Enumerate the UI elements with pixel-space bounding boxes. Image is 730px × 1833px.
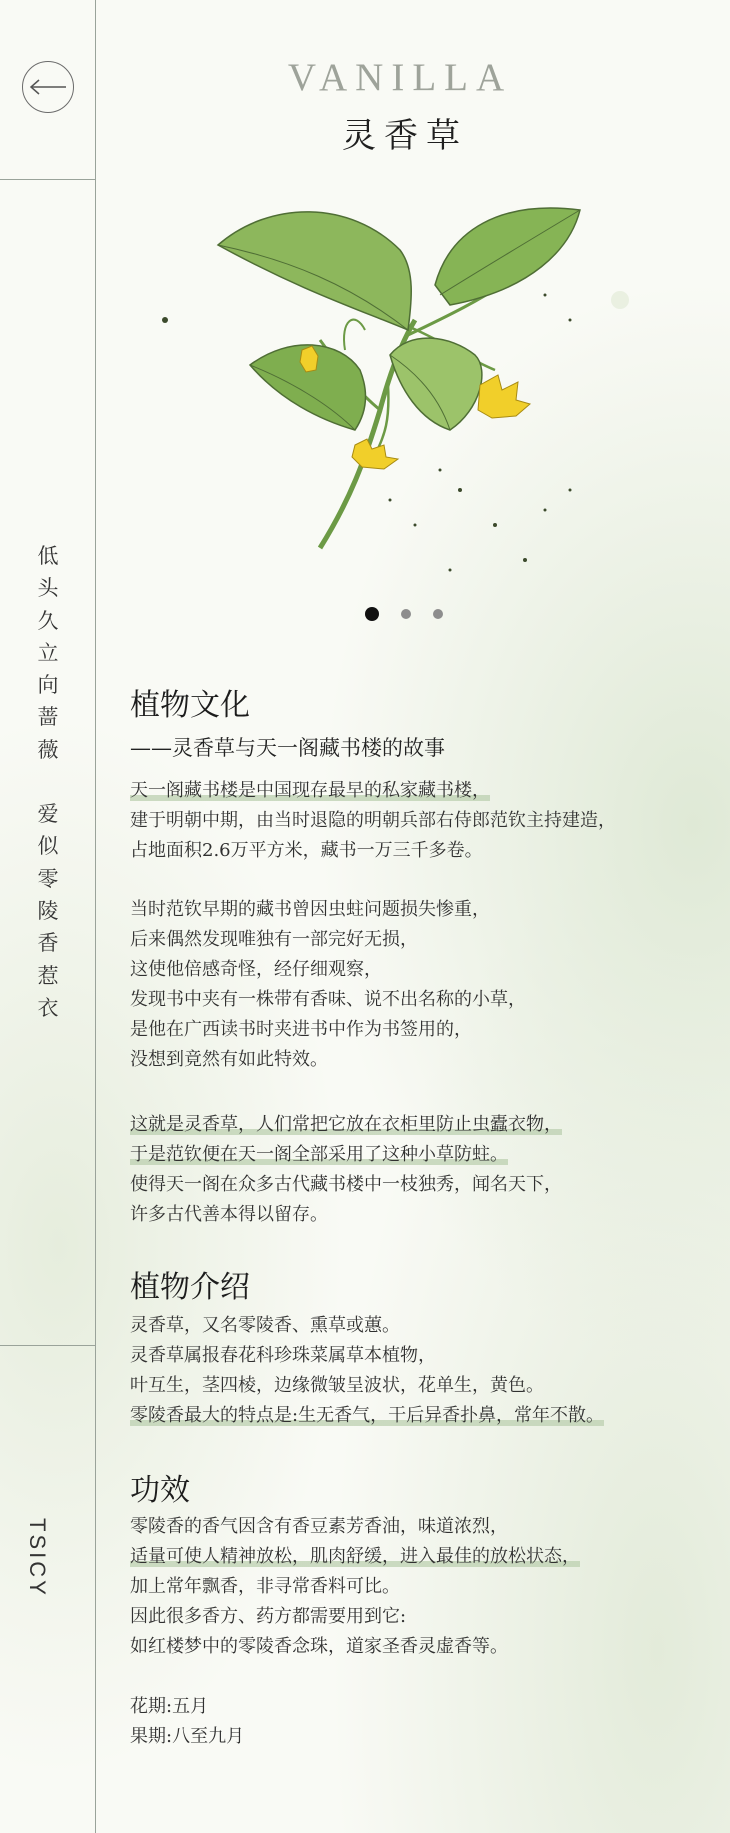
sidebar-divider-top <box>0 179 95 180</box>
section-title-culture: 植物文化 <box>130 688 250 723</box>
section-title-effect: 功效 <box>130 1473 190 1508</box>
carousel-indicator <box>365 607 443 621</box>
periods <box>130 1692 244 1752</box>
culture-paragraph-3 <box>130 1110 562 1230</box>
text-line: 零陵香最大的特点是:生无香气，干后异香扑鼻，常年不散。 <box>130 1405 605 1426</box>
text-line: 加上常年飘香，非寻常香料可比。 <box>130 1576 400 1597</box>
poem-char: 零 <box>37 866 59 891</box>
vertical-poem <box>34 540 62 1024</box>
text-line: 因此很多香方、药方都需要用到它: <box>130 1606 407 1627</box>
text-line: 后来偶然发现唯独有一部完好无损， <box>130 929 418 950</box>
arrow-left-icon <box>28 77 68 97</box>
text-line: 是他在广西读书时夹进书中作为书签用的， <box>130 1019 472 1040</box>
text-line: 零陵香的香气因含有香豆素芳香油，味道浓烈， <box>130 1516 508 1537</box>
text-line: 灵香草，又名零陵香、熏草或蕙。 <box>130 1315 400 1336</box>
poem-char: 衣 <box>37 995 59 1020</box>
culture-paragraph-2 <box>130 895 526 1075</box>
text-line: 许多古代善本得以留存。 <box>130 1204 328 1225</box>
text-line: 当时范钦早期的藏书曾因虫蛀问题损失惨重， <box>130 899 490 920</box>
text-line: 这就是灵香草，人们常把它放在衣柜里防止虫蠹衣物， <box>130 1114 562 1135</box>
fruit-period: 果期:八至九月 <box>130 1726 245 1747</box>
poem-char: 爱 <box>37 802 59 827</box>
carousel-dot[interactable] <box>433 609 443 619</box>
poem-char: 头 <box>37 576 59 601</box>
text-line: 于是范钦便在天一阁全部采用了这种小草防蛀。 <box>130 1144 508 1165</box>
text-line: 适量可使人精神放松，肌肉舒缓，进入最佳的放松状态， <box>130 1546 580 1567</box>
page-title-chinese: 灵香草 <box>342 116 468 156</box>
page-title-english: VANILLA <box>287 56 513 99</box>
carousel-dot[interactable] <box>365 607 379 621</box>
text-line: 发现书中夹有一株带有香味、说不出名称的小草， <box>130 989 526 1010</box>
text-line: 如红楼梦中的零陵香念珠，道家圣香灵虚香等。 <box>130 1636 508 1657</box>
back-button[interactable] <box>22 61 74 113</box>
poem-char: 香 <box>37 931 59 956</box>
brand-logo-text: TSICY <box>25 1518 50 1598</box>
carousel-dot[interactable] <box>401 609 411 619</box>
poem-char: 立 <box>37 640 59 665</box>
section-title-intro: 植物介绍 <box>130 1270 250 1305</box>
sidebar-divider-bottom <box>0 1345 95 1346</box>
poem-char: 似 <box>37 834 59 859</box>
section-subtitle-culture: ——灵香草与天一阁藏书楼的故事 <box>130 736 445 760</box>
text-line: 这使他倍感奇怪，经仔细观察， <box>130 959 382 980</box>
text-line: 建于明朝中期，由当时退隐的明朝兵部右侍郎范钦主持建造， <box>130 810 616 831</box>
sidebar <box>0 0 96 1833</box>
intro-paragraph <box>130 1311 604 1431</box>
poem-char: 向 <box>37 673 59 698</box>
flower-period: 花期:五月 <box>130 1696 209 1717</box>
poem-char: 陵 <box>37 898 59 923</box>
culture-paragraph-1 <box>130 776 616 866</box>
text-line: 叶互生，茎四棱，边缘微皱呈波状，花单生，黄色。 <box>130 1375 544 1396</box>
text-line: 灵香草属报春花科珍珠菜属草本植物， <box>130 1345 436 1366</box>
poem-char: 低 <box>37 544 59 568</box>
text-line: 天一阁藏书楼是中国现存最早的私家藏书楼， <box>130 780 490 801</box>
poem-char: 薇 <box>37 737 59 762</box>
poem-char: 蔷 <box>37 705 59 730</box>
text-line: 占地面积2.6万平方米，藏书一万三千多卷。 <box>130 840 483 861</box>
vanilla-plant-illustration <box>150 170 670 600</box>
poem-char: 惹 <box>37 963 59 988</box>
text-line: 使得天一阁在众多古代藏书楼中一枝独秀，闻名天下， <box>130 1174 562 1195</box>
text-line: 没想到竟然有如此特效。 <box>130 1049 328 1070</box>
poem-char: 久 <box>37 608 59 633</box>
effect-paragraph <box>130 1512 580 1662</box>
